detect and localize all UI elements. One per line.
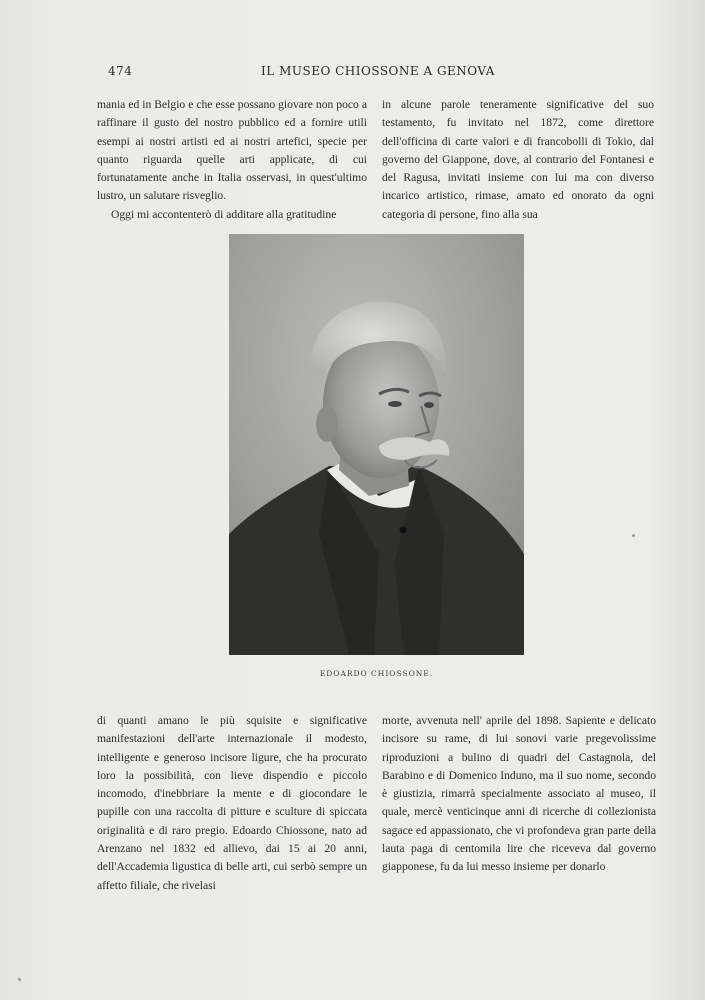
- portrait-illustration: [229, 234, 524, 655]
- paragraph: in alcune parole teneramente significative del suo testamento, fu invitato nel 1872, come direttore dell'officina di carte valori e di francobolli di Tokio, dal governo del Giappone, dove, al contrario del Fontanesi e del Ragusa, invitati insieme con lui ma con diverso incarico artistico, rimase, amato ed onorato da ogni categoria di persone, fino alla sua: [382, 98, 654, 221]
- column-top-left: [97, 96, 367, 224]
- page-number: 474: [108, 64, 133, 78]
- paragraph: Oggi mi accontenterò di additare alla gratitudine: [111, 207, 337, 221]
- running-header: [108, 64, 656, 84]
- paper-speck: [632, 534, 635, 537]
- paragraph: morte, avvenuta nell' aprile del 1898. Sapiente e delicato incisore su rame, di lui sonovi varie pregevolissime riproduzioni a bulino di quadri del Castagnola, del Barabino e di Domenico Induno, ma il suo nome, secondo è giustizia, rimarrà specialmente associato al museo, il quale, mercè venticinque anni di ricerche di collezionista sagace ed appassionato, che vi profondeva gran parte della lauta paga di centomila lire che riceveva dal governo giapponese, fu da lui messo insieme per donarlo: [382, 714, 656, 874]
- paper-speck: [18, 978, 21, 981]
- paragraph: di quanti amano le più squisite e significative manifestazioni dell'arte internazionale il modesto, intelligente e generoso incisore ligure, che ha procurato loro la possibilità, con lieve dispendio e piccolo incomodo, d'inebbriare la mente e di giocondare le pupille con una raccolta di pitture e sculture di spiccata originalità e di raro pregio. Edoardo Chiossone, nato ad Arenzano nel 1832 ed allievo, dai 15 ai 20 anni, dell'Accademia ligustica di belle arti, cui serbò sempre un affetto filiale, che rivelasi: [97, 714, 367, 892]
- paragraph: mania ed in Belgio e che esse possano giovare non poco a raffinare il gusto del nostro pubblico ed a fornire utili esempi ai nostri artisti ed ai nostri artefici, specie per quanto riguarda quelle arti applicate, di cui fortunatamente anche in Italia osservasi, in quest'ultimo lustro, un salutare risveglio.: [97, 98, 367, 203]
- column-bottom-left: [97, 712, 367, 895]
- column-bottom-right: [382, 712, 656, 877]
- portrait-caption: EDOARDO CHIOSSONE.: [319, 669, 434, 678]
- portrait-photo: [229, 234, 524, 655]
- column-top-right: [382, 96, 654, 224]
- running-title: IL MUSEO CHIOSSONE A GENOVA: [261, 64, 495, 78]
